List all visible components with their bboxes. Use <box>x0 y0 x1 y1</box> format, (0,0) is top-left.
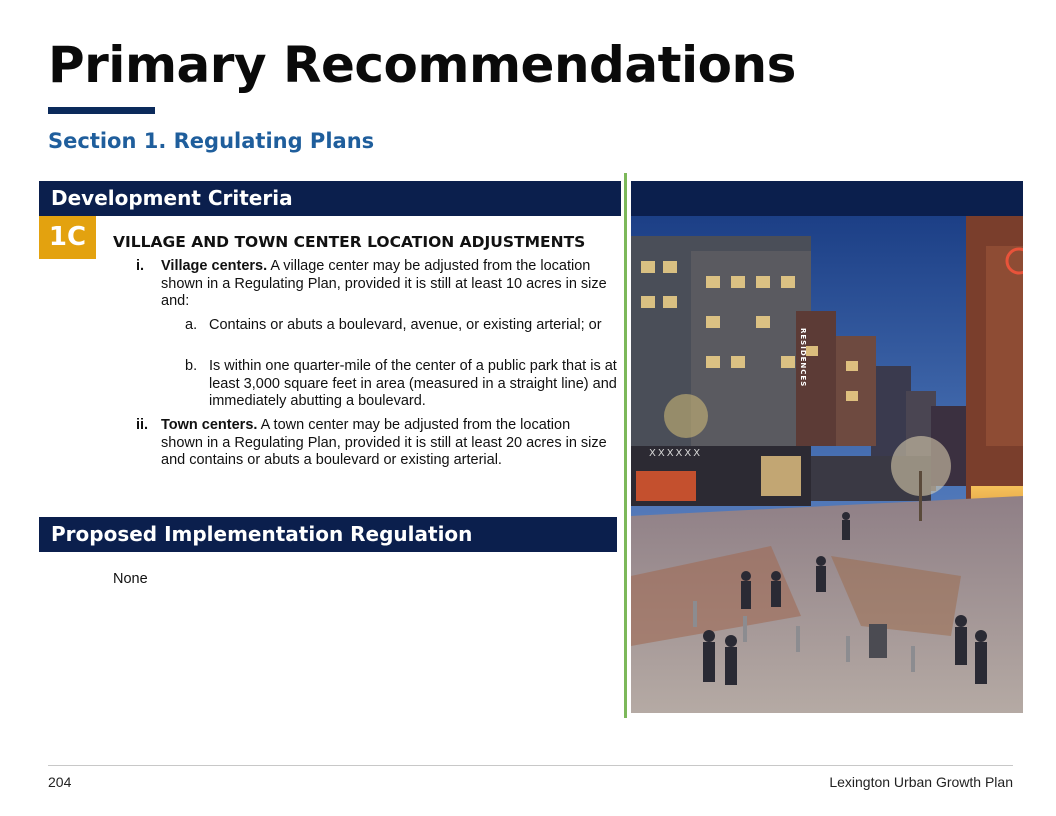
implementation-regulation-text: None <box>113 571 148 587</box>
photo-header-band <box>631 181 1023 216</box>
criteria-badge: 1C <box>39 216 96 259</box>
title-underline <box>48 107 155 114</box>
residences-sign-text: RESIDENCES <box>799 328 807 388</box>
item-text: Is within one quarter-mile of the center of a public park that is at least 3,000 square feet in area (measured in a straight line) and immediately abutting a boulevard. <box>209 358 617 410</box>
item-lead: Town centers. <box>161 417 258 433</box>
item-lead: Village centers. <box>161 258 268 274</box>
item-text: A village center may be adjusted from the location shown in a Regulating Plan, provided it is still at least 10 acres in size and: <box>161 258 607 310</box>
column-divider <box>624 173 627 718</box>
item-text: A town center may be adjusted from the location shown in a Regulating Plan, provided it is still at least 20 acres in size and contains or abuts a boulevard or existing arterial. <box>161 417 607 469</box>
footer-rule <box>48 765 1013 766</box>
section-title: Section 1. Regulating Plans <box>48 129 375 153</box>
store-sign-text: XXXXXX <box>649 448 703 459</box>
criteria-subheading: VILLAGE AND TOWN CENTER LOCATION ADJUSTMENTS <box>113 233 586 251</box>
list-marker: a. <box>185 317 198 333</box>
development-criteria-header: Development Criteria <box>39 181 621 216</box>
page-title: Primary Recommendations <box>48 36 796 94</box>
town-center-photo <box>631 216 1023 713</box>
list-marker: ii. <box>136 417 149 433</box>
list-marker: i. <box>136 258 145 274</box>
implementation-regulation-header: Proposed Implementation Regulation <box>39 517 617 552</box>
document-title: Lexington Urban Growth Plan <box>829 774 1013 790</box>
item-text: Contains or abuts a boulevard, avenue, or existing arterial; or <box>209 317 602 333</box>
page-number: 204 <box>48 774 72 790</box>
list-marker: b. <box>185 358 198 374</box>
